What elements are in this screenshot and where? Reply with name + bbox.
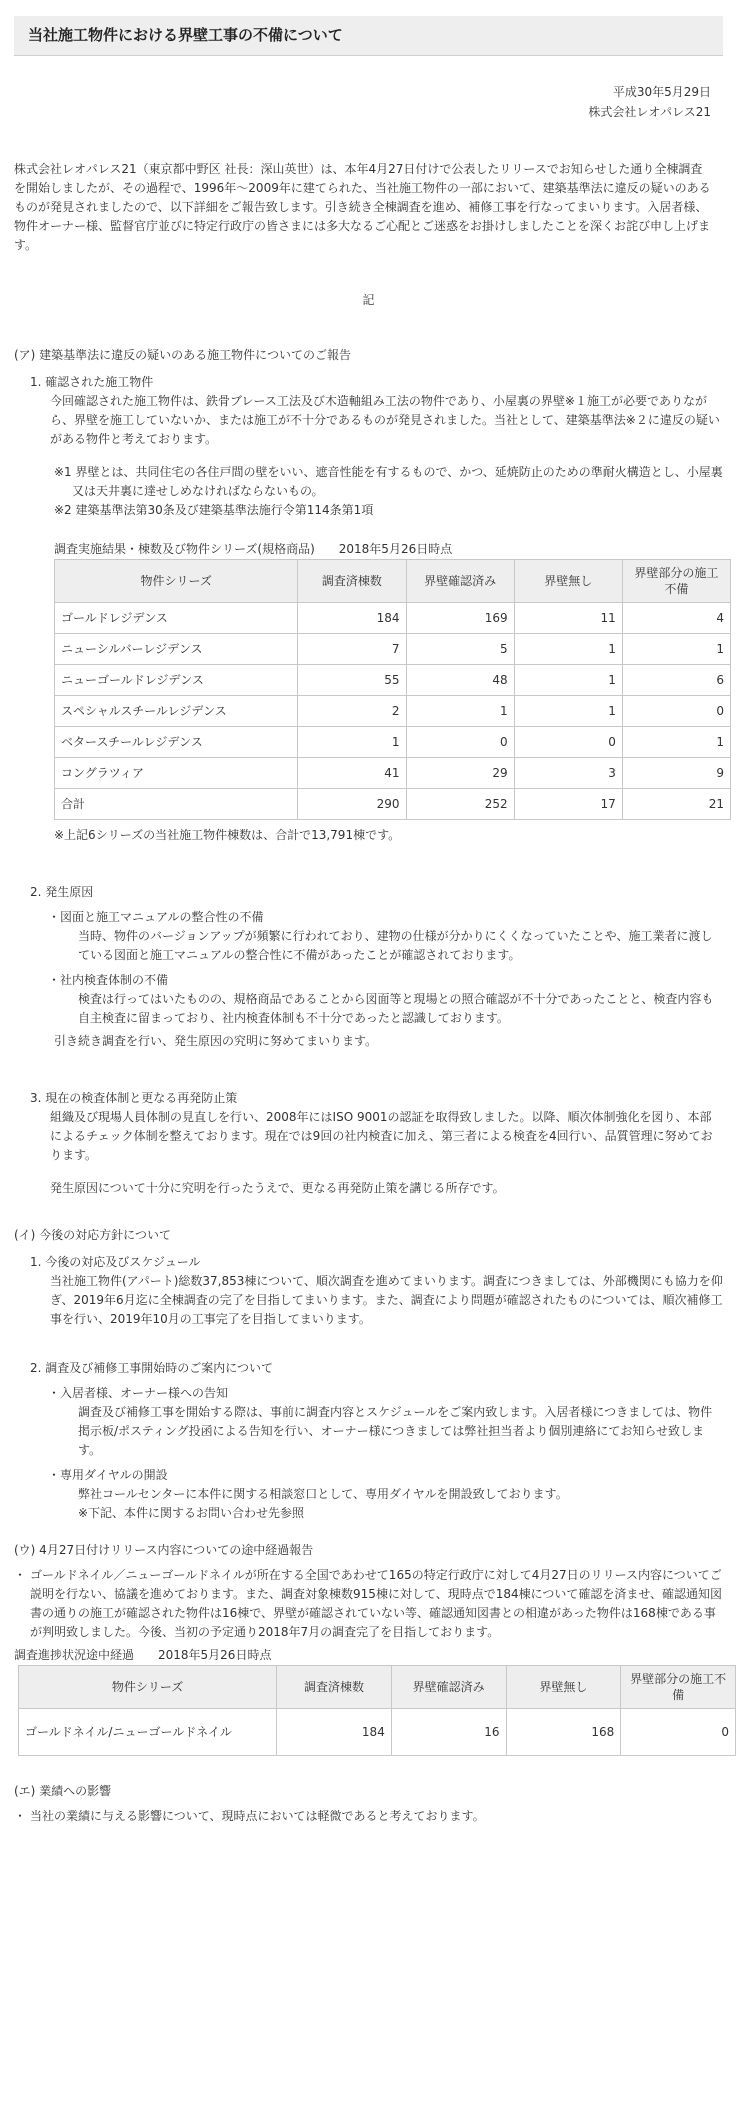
table-cell: 1 [514, 696, 622, 727]
page-title: 当社施工物件における界壁工事の不備について [14, 16, 723, 56]
table-cell: スペシャルスチールレジデンス [55, 696, 298, 727]
table-cell: 290 [298, 789, 406, 820]
meta-block [14, 82, 711, 122]
header-cell: 界壁部分の施工不備 [622, 560, 730, 603]
section-d-body-wrap [14, 1807, 723, 1826]
table-cell: 1 [514, 634, 622, 665]
table-cell: 184 [298, 603, 406, 634]
table-cell: 55 [298, 665, 406, 696]
cause-continuation: 引き続き調査を行い、発生原因の究明に努めてまいります。 [54, 1034, 378, 1048]
table-row [55, 696, 731, 727]
table-cell: 1 [622, 634, 730, 665]
table-cell: 合計 [55, 789, 298, 820]
table-cell: ゴールドレジデンス [55, 603, 298, 634]
section-c-heading: (ウ) 4月27日付けリリース内容についての途中経過報告 [14, 1543, 314, 1557]
notice-bullet-2 [62, 1466, 723, 1523]
table-cell: 3 [514, 758, 622, 789]
footnote-2: ※2 建築基準法第30条及び建築基準法施行令第114条第1項 [54, 503, 374, 517]
table-cell: 169 [406, 603, 514, 634]
table-cell: コングラツィア [55, 758, 298, 789]
item-body-2: 発生原因について十分に究明を行ったうえで、更なる再発防止策を講じる所存です。 [50, 1181, 505, 1195]
section-a-item-3 [30, 1089, 723, 1198]
section-a-heading: (ア) 建築基準法に違反の疑いのある施工物件についてのご報告 [14, 348, 351, 362]
table-cell: 4 [622, 603, 730, 634]
bullet-head: ・ 入居者様、オーナー様への告知 [62, 1384, 723, 1403]
section-d-body: 当社の業績に与える影響について、現時点においては軽微であると考えております。 [30, 1809, 485, 1823]
header-cell: 界壁確認済み [406, 560, 514, 603]
header-cell: 界壁確認済み [391, 1666, 506, 1709]
section-a [14, 346, 723, 1198]
table-cell: 0 [406, 727, 514, 758]
progress-table [18, 1665, 736, 1756]
header-cell: 物件シリーズ [55, 560, 298, 603]
notice-bullet-1 [62, 1384, 723, 1460]
table-cell: 0 [514, 727, 622, 758]
table-cell: 17 [514, 789, 622, 820]
survey-table [54, 559, 731, 820]
item-body: 今回確認された施工物件は、鉄骨ブレース工法及び木造軸組み工法の物件であり、小屋裏の界壁※１施工が必要でありながら、界壁を施工していないか、または施工が不十分であるものが発見されました。当社として、建築基準法※２に違反の疑いがある物件と考えております。 [50, 394, 720, 446]
bullet-body: 検査は行ってはいたものの、規格商品であることから図面等と現場との照合確認が不十分であったことと、検査内容も自主検査に留まっており、社内検査体制も不十分であったと認識しております。 [78, 992, 714, 1025]
item-title: 1. 今後の対応及びスケジュール [30, 1255, 201, 1269]
section-a-item-2 [30, 883, 723, 902]
header-cell: 界壁無し [506, 1666, 621, 1709]
bullet-body: 当時、物件のバージョンアップが頻繁に行われており、建物の仕様が分かりにくくなっていたことや、施工業者に渡している図面と施工マニュアルの整合性に不備があったことが確認されております。 [78, 929, 713, 962]
table-note: ※上記6シリーズの当社施工物件棟数は、合計で13,791棟です。 [54, 828, 401, 842]
bullet-body: 弊社コールセンターに本件に関する相談窓口として、専用ダイヤルを開設致しております。 [78, 1487, 568, 1501]
bullet-dot-icon: ・ [14, 1809, 27, 1823]
company-name: 株式会社レオパレス21 [588, 105, 711, 119]
section-c-body-wrap [14, 1566, 723, 1642]
section-b-heading: (イ) 今後の対応方針について [14, 1228, 171, 1242]
table-cell: 11 [514, 603, 622, 634]
table-cell: 1 [622, 727, 730, 758]
table-cell: 7 [298, 634, 406, 665]
table-cell: 0 [621, 1709, 736, 1756]
item-title: 1. 確認された施工物件 [30, 375, 154, 389]
table-caption: 調査進捗状況途中経過 2018年5月26日時点 [14, 1648, 272, 1662]
ki-marker: 記 [362, 293, 375, 307]
item-title: 3. 現在の検査体制と更なる再発防止策 [30, 1091, 238, 1105]
table-cell: 48 [406, 665, 514, 696]
table-cell: 41 [298, 758, 406, 789]
header-cell: 調査済棟数 [277, 1666, 392, 1709]
table-cell: 9 [622, 758, 730, 789]
table-cell: 0 [622, 696, 730, 727]
bullet-head: ・ 専用ダイヤルの開設 [62, 1466, 723, 1485]
table-cell: 16 [391, 1709, 506, 1756]
table-cell: 168 [506, 1709, 621, 1756]
section-c [14, 1541, 729, 1756]
table-row [55, 603, 731, 634]
item-body: 組織及び現場人員体制の見直しを行い、2008年にはISO 9001の認証を取得致しました。以降、順次体制強化を図り、本部によるチェック体制を整えております。現在では9回の社内検査に加え、第三者による検査を4回行い、品質管理に努めております。 [50, 1110, 713, 1162]
section-b-item-1 [30, 1253, 723, 1329]
header-cell: 調査済棟数 [298, 560, 406, 603]
table-row [55, 634, 731, 665]
bullet-dot-icon: ・ [14, 1568, 27, 1582]
date: 平成30年5月29日 [612, 85, 711, 99]
cause-2 [62, 971, 723, 1028]
table-cell: ゴールドネイル/ニューゴールドネイル [19, 1709, 277, 1756]
table-caption: 調査実施結果・棟数及び物件シリーズ(規格商品) 2018年5月26日時点 [54, 542, 453, 556]
table-cell: 6 [622, 665, 730, 696]
table-cell: 21 [622, 789, 730, 820]
bullet-body: 調査及び補修工事を開始する際は、事前に調査内容とスケジュールをご案内致します。入居者様につきましては、物件掲示板/ポスティング投函による告知を行い、オーナー様につきましては弊社担当者より個別連絡にてお知らせ致します。 [78, 1405, 713, 1457]
item-title: 2. 発生原因 [30, 885, 94, 899]
table-row [55, 758, 731, 789]
header-cell: 界壁無し [514, 560, 622, 603]
item-body: 当社施工物件(アパート)総数37,853棟について、順次調査を進めてまいります。調査につきましては、外部機関にも協力を仰ぎ、2019年6月迄に全棟調査の完了を目指してまいります。また、調査により問題が確認されたものについては、順次補修工事を行い、2019年10月の工事完了を目指してまいります。 [50, 1274, 723, 1326]
table-cell: ニューゴールドレジデンス [55, 665, 298, 696]
header-cell: 界壁部分の施工不備 [621, 1666, 736, 1709]
table-cell: 5 [406, 634, 514, 665]
table-row [19, 1709, 736, 1756]
table-header-row [19, 1666, 736, 1709]
table-cell: 29 [406, 758, 514, 789]
cause-1 [62, 908, 723, 965]
table-total-row [55, 789, 731, 820]
section-a-item-1 [30, 373, 723, 449]
table-cell: 1 [298, 727, 406, 758]
table-cell: 1 [406, 696, 514, 727]
bullet-head: ・ 社内検査体制の不備 [62, 971, 723, 990]
table-cell: ニューシルバーレジデンス [55, 634, 298, 665]
footnote-1: ※1 界壁とは、共同住宅の各住戸間の壁をいい、遮音性能を有するもので、かつ、延焼防止のための準耐火構造とし、小屋裏又は天井裏に達せしめなければならないもの。 [54, 465, 723, 498]
table-row [55, 665, 731, 696]
table-cell: 184 [277, 1709, 392, 1756]
table-cell: 1 [514, 665, 622, 696]
header-cell: 物件シリーズ [19, 1666, 277, 1709]
table-cell: 2 [298, 696, 406, 727]
table-row [55, 727, 731, 758]
intro-paragraph: 株式会社レオパレス21（東京都中野区 社長：深山英世）は、本年4月27日付けで公表したリリースでお知らせした通り全棟調査を開始しましたが、その過程で、1996年～2009年に建てられた、当社施工物件の一部において、建築基準法に違反の疑いのあるものが発見されましたので、以下詳細をご報告致します。引き続き全棟調査を進め、補修工事を行なってまいります。入居者様、物件オーナー様、監督官庁並びに特定行政庁の皆さまには多大なるご心配とご迷惑をお掛けしましたことを深くお詫び申し上げます。 [14, 162, 711, 252]
section-d-heading: (エ) 業績への影響 [14, 1784, 112, 1798]
item-title: 2. 調査及び補修工事開始時のご案内について [30, 1361, 274, 1375]
table-header-row [55, 560, 731, 603]
section-b [14, 1226, 723, 1523]
section-b-item-2 [30, 1359, 723, 1378]
table-cell: ベタースチールレジデンス [55, 727, 298, 758]
table-cell: 252 [406, 789, 514, 820]
bullet-note: ※下記、本件に関するお問い合わせ先参照 [78, 1506, 305, 1520]
section-c-body: ゴールドネイル／ニューゴールドネイルが所在する全国であわせて165の特定行政庁に対して4月27日のリリース内容についてご説明を行ない、協議を進めております。また、調査対象棟数915棟に対して、現時点で184棟について確認を済ませ、確認通知図書の通りの施工が確認された物件は16棟で、界壁が確認されていない等、確認通知図書との相違があった物件は168棟である事が判明致しました。今後、当初の予定通り2018年7月の調査完了を目指しております。 [30, 1568, 723, 1639]
bullet-head: ・ 図面と施工マニュアルの整合性の不備 [62, 908, 723, 927]
section-d [14, 1782, 723, 1826]
